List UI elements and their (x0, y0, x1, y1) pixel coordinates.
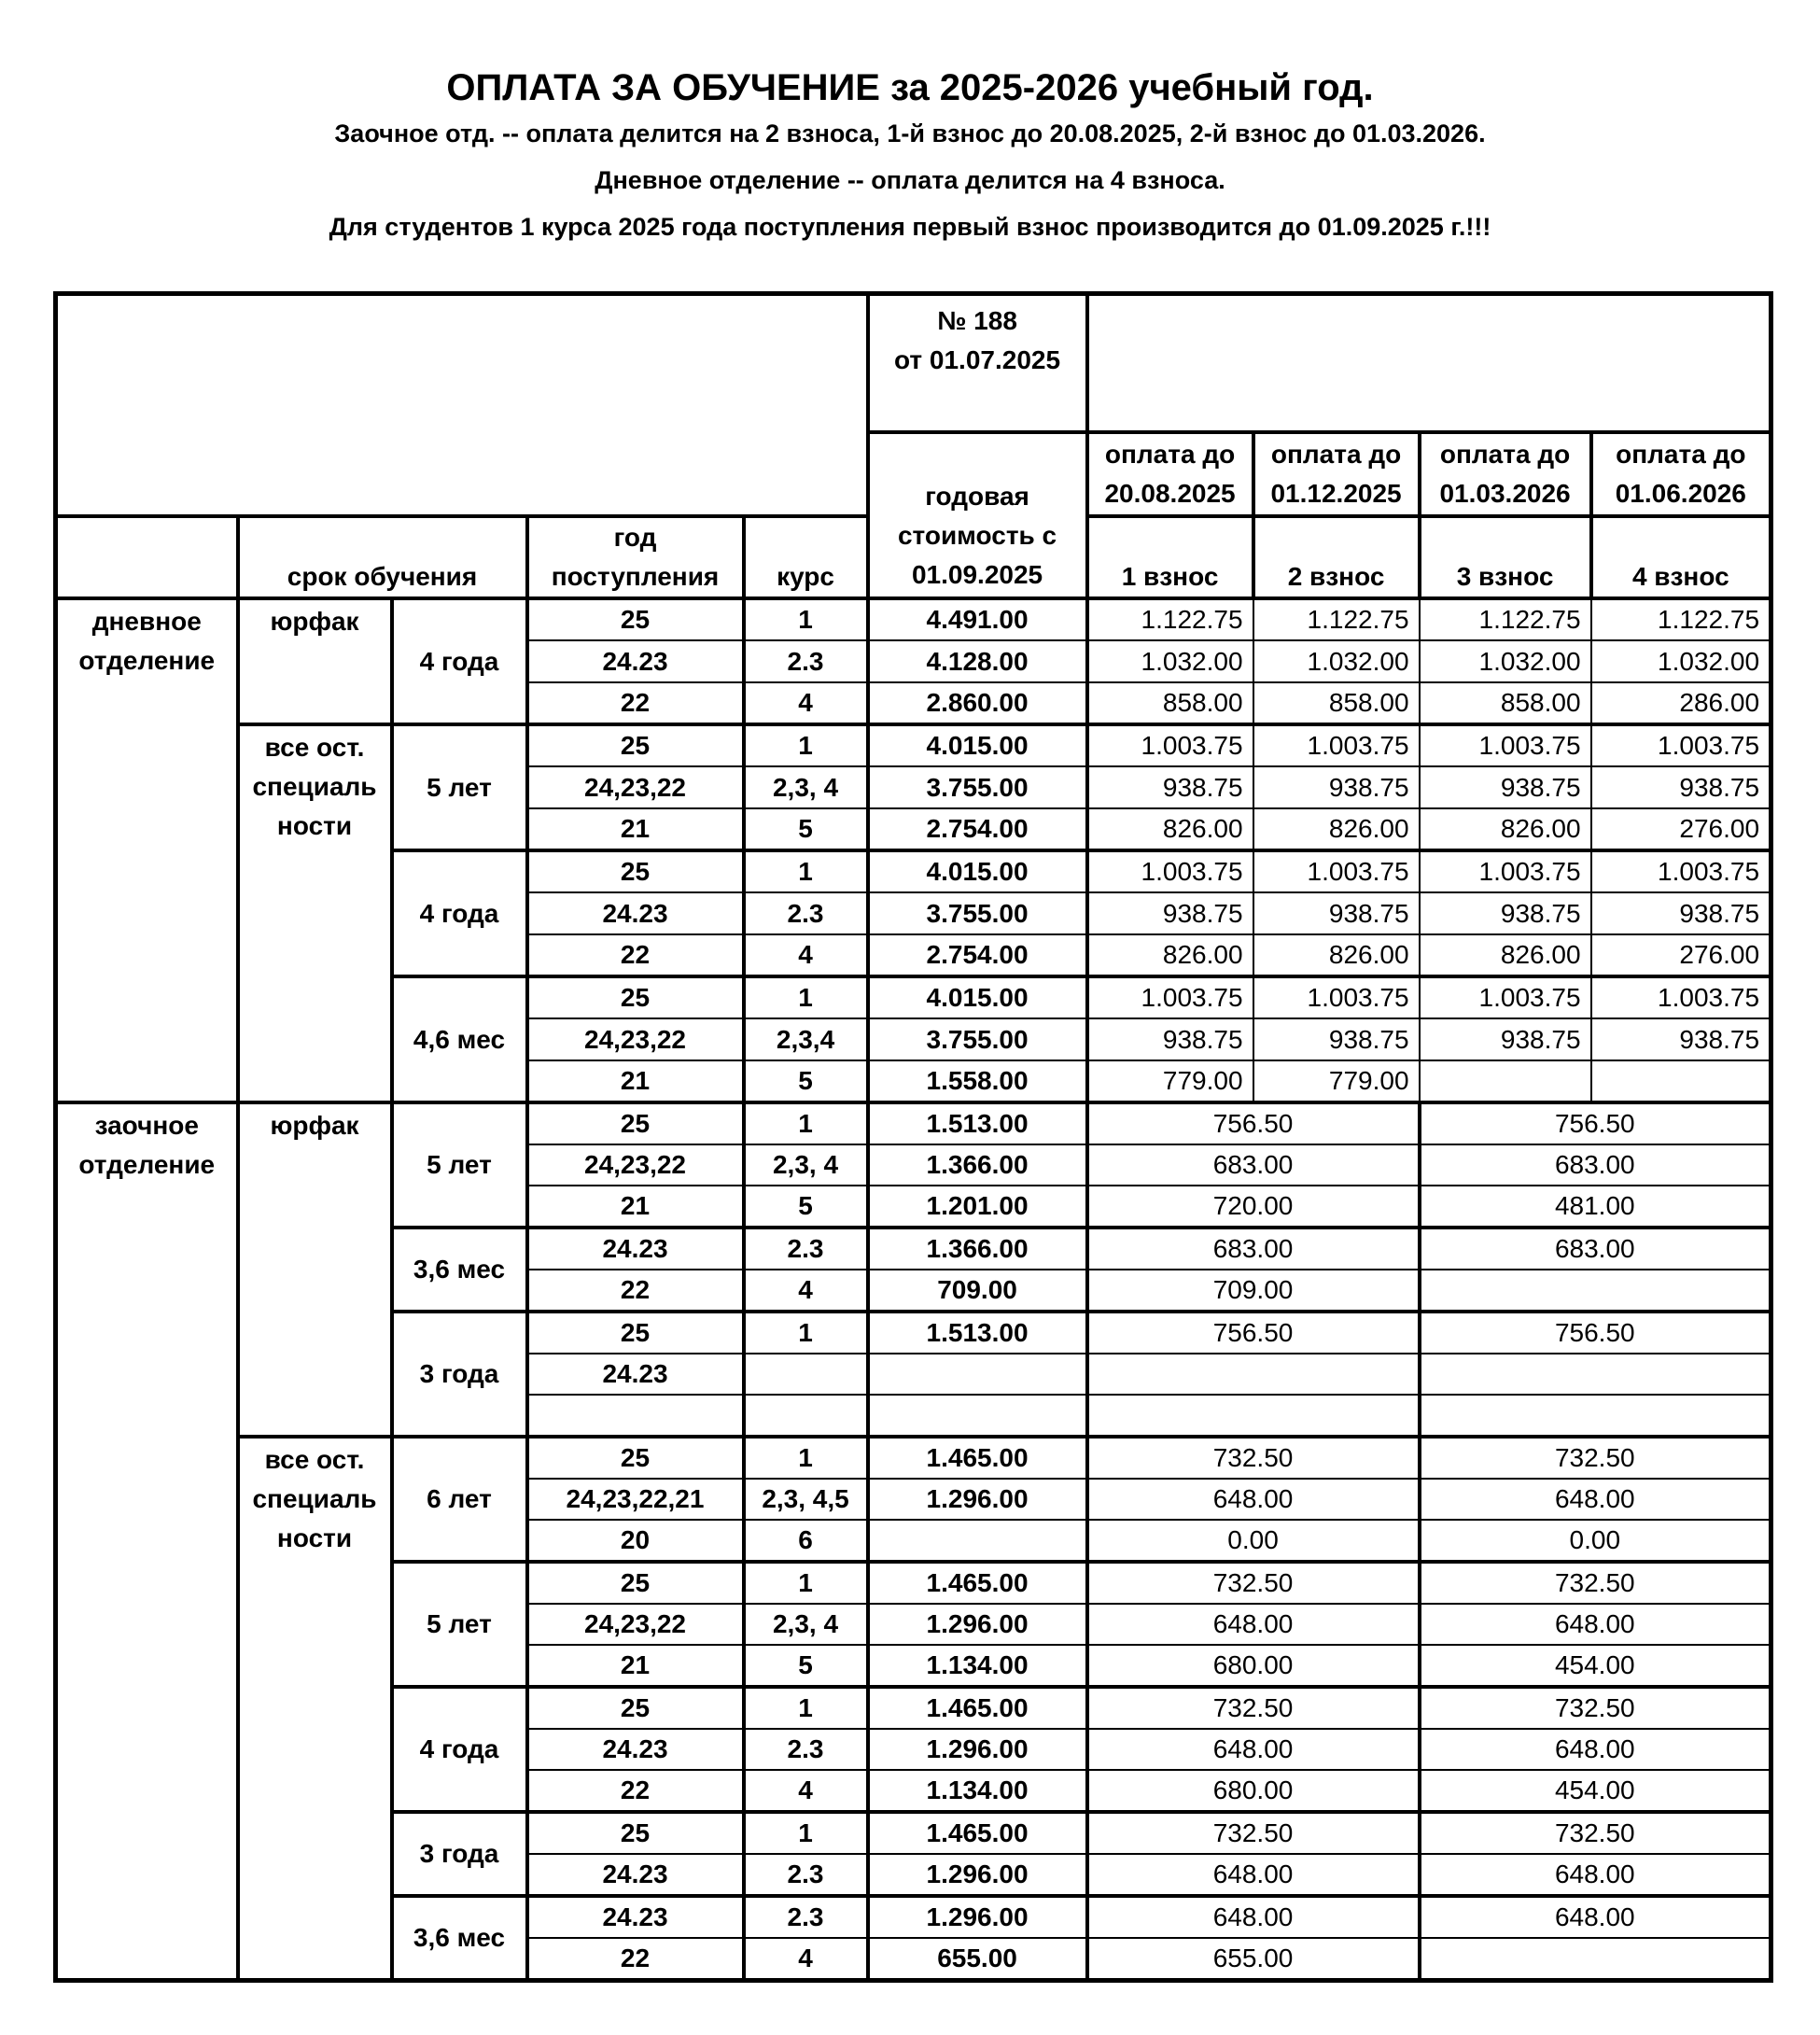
installment-1-cell: 1.122.75 (1087, 598, 1253, 640)
annual-cost-cell: 1.296.00 (868, 1896, 1087, 1938)
course-cell (744, 1395, 868, 1437)
table-row (56, 1102, 1771, 1144)
installment-2-cell: 1.003.75 (1253, 724, 1420, 766)
installment-2-cell (1420, 1354, 1771, 1395)
course-cell: 2,3, 4 (744, 1604, 868, 1645)
installment-2-cell (1420, 1938, 1771, 1981)
correspondence-department-body (56, 1102, 1771, 1981)
table-row (56, 724, 1771, 766)
installment-3-cell: 938.75 (1420, 892, 1591, 934)
annual-cost-cell: 2.754.00 (868, 808, 1087, 850)
admission-year-cell: 24.23 (527, 892, 744, 934)
order-number: № 188 (937, 306, 1017, 335)
faculty-law-corr-cell-line-1: юрфак (270, 1111, 359, 1140)
annual-cost-cell: 4.015.00 (868, 850, 1087, 892)
term-cell (392, 1102, 527, 1228)
installment-1-cell: 732.50 (1087, 1562, 1420, 1604)
course-cell: 1 (744, 1562, 868, 1604)
admission-year-cell: 25 (527, 1437, 744, 1479)
course-cell: 1 (744, 1687, 868, 1729)
day-department-body (56, 598, 1771, 1102)
installment-2-cell: 648.00 (1420, 1729, 1771, 1770)
pay-date: 01.03.2026 (1439, 479, 1571, 508)
installment-2-cell: 732.50 (1420, 1562, 1771, 1604)
installment-1-cell: 938.75 (1087, 1018, 1253, 1060)
admission-year-cell: 21 (527, 1186, 744, 1228)
term-cell-line-1: 4,6 мес (413, 1024, 506, 1054)
installment-3-cell: 858.00 (1420, 682, 1591, 724)
admission-year-cell: 25 (527, 1687, 744, 1729)
installment-2-cell: 683.00 (1420, 1228, 1771, 1270)
installment-1-cell: 648.00 (1087, 1854, 1420, 1896)
order-number-cell (868, 294, 1087, 433)
installment-1-cell: 732.50 (1087, 1812, 1420, 1854)
installment-3-cell: 1.003.75 (1420, 724, 1591, 766)
installment-4-cell: 276.00 (1591, 934, 1771, 976)
installment-3-cell: 1.003.75 (1420, 976, 1591, 1018)
installment-2-cell: 779.00 (1253, 1060, 1420, 1102)
dept-correspondence-cell (56, 1102, 238, 1981)
course-cell: 2.3 (744, 1228, 868, 1270)
installment-2-cell: 683.00 (1420, 1144, 1771, 1186)
course-cell: 5 (744, 1060, 868, 1102)
course-cell: 1 (744, 1312, 868, 1354)
dept-day-cell-line-1: дневное (91, 607, 202, 636)
annual-cost-cell: 1.465.00 (868, 1562, 1087, 1604)
term-cell-line-1: 4 года (419, 646, 499, 676)
table-row (56, 598, 1771, 640)
faculty-other-day-cell-line-3: ности (276, 811, 353, 840)
term-cell-line-1: 4 года (419, 898, 499, 928)
course-cell: 2,3,4 (744, 1018, 868, 1060)
term-cell-line-1: 3,6 мес (413, 1923, 506, 1952)
pay-date: 20.08.2025 (1104, 479, 1236, 508)
admission-year-cell: 22 (527, 1938, 744, 1981)
course-cell (744, 1354, 868, 1395)
admission-year-cell: 22 (527, 934, 744, 976)
admission-year-cell: 24,23,22 (527, 1144, 744, 1186)
dept-day-cell-line-2: отделение (78, 646, 216, 675)
annual-cost-cell: 1.296.00 (868, 1479, 1087, 1520)
course-cell: 4 (744, 682, 868, 724)
annual-cost-cell: 4.491.00 (868, 598, 1087, 640)
course-cell: 2,3, 4 (744, 1144, 868, 1186)
table-row (56, 1437, 1771, 1479)
installment-1-cell: 732.50 (1087, 1437, 1420, 1479)
installment-2-cell: 648.00 (1420, 1896, 1771, 1938)
course-cell: 2,3, 4 (744, 766, 868, 808)
installment-2-cell: 938.75 (1253, 892, 1420, 934)
installment-4-cell: 1.003.75 (1591, 850, 1771, 892)
installment-1-cell: 680.00 (1087, 1770, 1420, 1812)
installment-4-cell: 1.122.75 (1591, 598, 1771, 640)
term-cell (392, 1228, 527, 1312)
installment-3-cell: 1.122.75 (1420, 598, 1591, 640)
course-cell: 5 (744, 1186, 868, 1228)
term-cell-line-1: 5 лет (427, 1150, 492, 1179)
term-cell (392, 976, 527, 1102)
installment-1-cell: 0.00 (1087, 1520, 1420, 1562)
annual-cost-cell: 2.754.00 (868, 934, 1087, 976)
admission-year-cell: 25 (527, 1312, 744, 1354)
annual-cost-cell (868, 1520, 1087, 1562)
course-cell: 2.3 (744, 1854, 868, 1896)
installment-3-cell (1420, 1060, 1591, 1102)
dept-correspondence-cell-line-1: заочное (94, 1111, 199, 1140)
course-cell: 1 (744, 1102, 868, 1144)
installment-1-cell (1087, 1395, 1420, 1437)
installment-1-cell: 648.00 (1087, 1604, 1420, 1645)
course-cell: 1 (744, 1437, 868, 1479)
installment-2-cell (1420, 1395, 1771, 1437)
annual-cost-cell: 4.015.00 (868, 724, 1087, 766)
course-header: курс (744, 516, 868, 598)
admission-year-cell: 21 (527, 808, 744, 850)
admission-year-cell: 25 (527, 1562, 744, 1604)
installment-1-cell: 648.00 (1087, 1479, 1420, 1520)
header-dept-blank (56, 516, 238, 598)
subtitle-day-note: Дневное отделение -- оплата делится на 4 взноса. (595, 166, 1225, 194)
installment-1-cell: 938.75 (1087, 892, 1253, 934)
annual-cost-cell: 4.128.00 (868, 640, 1087, 682)
installment-1-cell: 655.00 (1087, 1938, 1420, 1981)
admission-year-cell: 24.23 (527, 1854, 744, 1896)
subtitle-correspondence-note: Заочное отд. -- оплата делится на 2 взноса, 1-й взнос до 20.08.2025, 2-й взнос до 01.03.2026. (334, 119, 1486, 147)
admission-year-cell: 25 (527, 1102, 744, 1144)
annual-cost-cell: 1.201.00 (868, 1186, 1087, 1228)
installment-4-cell: 938.75 (1591, 766, 1771, 808)
term-cell-line-1: 3,6 мес (413, 1255, 506, 1284)
installment-2-cell: 732.50 (1420, 1687, 1771, 1729)
pay-label: оплата до (1439, 440, 1571, 469)
installment-2-cell: 648.00 (1420, 1479, 1771, 1520)
admission-year-label-1: год (613, 523, 657, 552)
admission-year-cell: 21 (527, 1060, 744, 1102)
annual-cost-cell: 1.366.00 (868, 1228, 1087, 1270)
admission-year-cell: 24.23 (527, 640, 744, 682)
installment-2-cell: 732.50 (1420, 1437, 1771, 1479)
installment-2-cell: 732.50 (1420, 1812, 1771, 1854)
annual-cost-cell: 2.860.00 (868, 682, 1087, 724)
installment-4-cell: 1.032.00 (1591, 640, 1771, 682)
installment-3-cell: 938.75 (1420, 1018, 1591, 1060)
annual-cost-label-3: 01.09.2025 (911, 560, 1043, 589)
installment-1-cell: 709.00 (1087, 1270, 1420, 1312)
annual-cost-cell: 1.465.00 (868, 1437, 1087, 1479)
installment-2-cell: 648.00 (1420, 1604, 1771, 1645)
installment-2-cell: 1.003.75 (1253, 976, 1420, 1018)
annual-cost-cell: 1.366.00 (868, 1144, 1087, 1186)
installment-2-cell: 756.50 (1420, 1102, 1771, 1144)
installment-1-cell: 732.50 (1087, 1687, 1420, 1729)
pay-label: оплата до (1616, 440, 1746, 469)
installment-3-header: 3 взнос (1420, 516, 1591, 598)
installment-3-cell: 1.032.00 (1420, 640, 1591, 682)
installment-4-cell: 286.00 (1591, 682, 1771, 724)
admission-year-cell: 24.23 (527, 1729, 744, 1770)
installment-1-cell: 826.00 (1087, 808, 1253, 850)
pay-date-4-header (1591, 432, 1771, 516)
faculty-law-day-cell (238, 598, 392, 724)
annual-cost-header (868, 432, 1087, 598)
course-cell: 4 (744, 1270, 868, 1312)
installment-1-cell: 756.50 (1087, 1102, 1420, 1144)
faculty-other-day-cell-line-1: все ост. (264, 733, 365, 762)
faculty-law-corr-cell (238, 1102, 392, 1437)
admission-year-cell: 24.23 (527, 1228, 744, 1270)
admission-year-cell: 24.23 (527, 1896, 744, 1938)
faculty-other-corr-cell-line-3: ности (276, 1523, 353, 1552)
pay-date: 01.12.2025 (1270, 479, 1402, 508)
admission-year-cell (527, 1395, 744, 1437)
installment-2-cell: 938.75 (1253, 1018, 1420, 1060)
installment-1-cell: 683.00 (1087, 1144, 1420, 1186)
faculty-other-corr-cell (238, 1437, 392, 1981)
annual-cost-cell: 709.00 (868, 1270, 1087, 1312)
annual-cost-cell: 1.296.00 (868, 1604, 1087, 1645)
installment-1-cell: 858.00 (1087, 682, 1253, 724)
installment-4-cell: 276.00 (1591, 808, 1771, 850)
installment-2-cell: 858.00 (1253, 682, 1420, 724)
installment-1-cell: 1.003.75 (1087, 850, 1253, 892)
admission-year-cell: 24,23,22 (527, 766, 744, 808)
course-cell: 4 (744, 1770, 868, 1812)
installment-4-cell: 1.003.75 (1591, 724, 1771, 766)
admission-year-cell: 22 (527, 1770, 744, 1812)
installment-1-cell: 720.00 (1087, 1186, 1420, 1228)
course-cell: 2.3 (744, 892, 868, 934)
page-title: ОПЛАТА ЗА ОБУЧЕНИЕ за 2025-2026 учебный год. (446, 67, 1374, 108)
admission-year-cell: 24,23,22 (527, 1018, 744, 1060)
installment-2-cell: 1.122.75 (1253, 598, 1420, 640)
course-cell: 4 (744, 1938, 868, 1981)
installment-4-cell (1591, 1060, 1771, 1102)
course-cell: 5 (744, 808, 868, 850)
installment-1-cell: 1.032.00 (1087, 640, 1253, 682)
term-cell (392, 1562, 527, 1687)
installment-2-cell (1420, 1270, 1771, 1312)
installment-4-cell: 1.003.75 (1591, 976, 1771, 1018)
term-cell (392, 1437, 527, 1562)
annual-cost-cell: 1.465.00 (868, 1812, 1087, 1854)
pay-label: оплата до (1104, 440, 1236, 469)
annual-cost-cell: 4.015.00 (868, 976, 1087, 1018)
tuition-table (53, 291, 1773, 1983)
installment-2-cell: 454.00 (1420, 1770, 1771, 1812)
annual-cost-cell: 1.296.00 (868, 1729, 1087, 1770)
installment-2-cell: 481.00 (1420, 1186, 1771, 1228)
annual-cost-cell: 1.134.00 (868, 1770, 1087, 1812)
term-cell-line-1: 4 года (419, 1734, 499, 1763)
header-blank-cell (56, 294, 868, 517)
term-cell (392, 724, 527, 850)
annual-cost-cell: 1.558.00 (868, 1060, 1087, 1102)
admission-year-cell: 24,23,22,21 (527, 1479, 744, 1520)
faculty-other-corr-cell-line-1: все ост. (264, 1445, 365, 1474)
header-blank-right (1087, 294, 1771, 433)
course-cell: 2.3 (744, 1729, 868, 1770)
term-cell (392, 1896, 527, 1981)
faculty-other-corr-cell-line-2: специаль (252, 1484, 377, 1513)
pay-date: 01.06.2026 (1615, 479, 1746, 508)
installment-1-cell: 648.00 (1087, 1729, 1420, 1770)
annual-cost-cell: 1.296.00 (868, 1854, 1087, 1896)
annual-cost-label-1: годовая (925, 482, 1029, 511)
course-cell: 6 (744, 1520, 868, 1562)
admission-year-cell: 25 (527, 1812, 744, 1854)
annual-cost-cell: 3.755.00 (868, 766, 1087, 808)
installment-2-cell: 648.00 (1420, 1854, 1771, 1896)
course-cell: 2.3 (744, 640, 868, 682)
admission-year-cell: 20 (527, 1520, 744, 1562)
admission-year-cell: 24.23 (527, 1354, 744, 1395)
installment-2-cell: 1.032.00 (1253, 640, 1420, 682)
admission-year-cell: 25 (527, 598, 744, 640)
installment-1-cell: 680.00 (1087, 1645, 1420, 1687)
course-cell: 4 (744, 934, 868, 976)
installment-2-cell: 1.003.75 (1253, 850, 1420, 892)
pay-label: оплата до (1270, 440, 1402, 469)
dept-correspondence-cell-line-2: отделение (78, 1150, 216, 1179)
term-cell (392, 1687, 527, 1812)
installment-3-cell: 826.00 (1420, 808, 1591, 850)
admission-year-cell: 24,23,22 (527, 1604, 744, 1645)
order-date: от 01.07.2025 (894, 345, 1061, 374)
installment-4-cell: 938.75 (1591, 892, 1771, 934)
admission-year-cell: 25 (527, 850, 744, 892)
faculty-other-day-cell-line-2: специаль (252, 772, 377, 801)
installment-4-cell: 938.75 (1591, 1018, 1771, 1060)
subtitle-first-year-note: Для студентов 1 курса 2025 года поступления первый взнос производится до 01.09.2025 г.!!! (329, 213, 1491, 241)
pay-date-3-header (1420, 432, 1591, 516)
installment-2-cell: 454.00 (1420, 1645, 1771, 1687)
installment-1-cell: 756.50 (1087, 1312, 1420, 1354)
term-cell (392, 1312, 527, 1437)
term-cell (392, 598, 527, 724)
admission-year-cell: 25 (527, 724, 744, 766)
installment-1-cell: 1.003.75 (1087, 976, 1253, 1018)
installment-1-cell: 648.00 (1087, 1896, 1420, 1938)
course-cell: 2.3 (744, 1896, 868, 1938)
term-cell-line-1: 6 лет (427, 1484, 492, 1513)
dept-day-cell (56, 598, 238, 1102)
installment-2-cell: 826.00 (1253, 808, 1420, 850)
installment-3-cell: 826.00 (1420, 934, 1591, 976)
installment-1-cell (1087, 1354, 1420, 1395)
faculty-other-day-cell (238, 724, 392, 1102)
term-header: срок обучения (238, 516, 527, 598)
installment-3-cell: 1.003.75 (1420, 850, 1591, 892)
annual-cost-cell: 655.00 (868, 1938, 1087, 1981)
annual-cost-cell: 1.513.00 (868, 1312, 1087, 1354)
annual-cost-cell: 1.134.00 (868, 1645, 1087, 1687)
term-cell (392, 1812, 527, 1896)
annual-cost-cell: 1.465.00 (868, 1687, 1087, 1729)
table-header (56, 294, 1771, 599)
admission-year-cell: 22 (527, 682, 744, 724)
admission-year-cell: 25 (527, 976, 744, 1018)
installment-2-cell: 756.50 (1420, 1312, 1771, 1354)
annual-cost-cell: 1.513.00 (868, 1102, 1087, 1144)
installment-1-header: 1 взнос (1087, 516, 1253, 598)
course-cell: 5 (744, 1645, 868, 1687)
installment-2-header: 2 взнос (1253, 516, 1420, 598)
installment-3-cell: 938.75 (1420, 766, 1591, 808)
installment-2-cell: 938.75 (1253, 766, 1420, 808)
installment-1-cell: 826.00 (1087, 934, 1253, 976)
course-cell: 1 (744, 976, 868, 1018)
annual-cost-cell: 3.755.00 (868, 892, 1087, 934)
faculty-law-day-cell-line-1: юрфак (270, 607, 359, 636)
pay-date-2-header (1253, 432, 1420, 516)
installment-1-cell: 1.003.75 (1087, 724, 1253, 766)
installment-1-cell: 683.00 (1087, 1228, 1420, 1270)
installment-2-cell: 0.00 (1420, 1520, 1771, 1562)
annual-cost-cell (868, 1354, 1087, 1395)
term-cell (392, 850, 527, 976)
course-cell: 2,3, 4,5 (744, 1479, 868, 1520)
admission-year-label-2: поступления (551, 562, 720, 591)
course-cell: 1 (744, 724, 868, 766)
pay-date-1-header (1087, 432, 1253, 516)
installment-4-header: 4 взнос (1591, 516, 1771, 598)
annual-cost-label-2: стоимость с (897, 521, 1057, 550)
course-cell: 1 (744, 598, 868, 640)
admission-year-cell: 22 (527, 1270, 744, 1312)
course-cell: 1 (744, 1812, 868, 1854)
term-cell-line-1: 3 года (419, 1839, 499, 1868)
term-cell-line-1: 5 лет (427, 772, 492, 802)
term-cell-line-1: 5 лет (427, 1609, 492, 1638)
installment-2-cell: 826.00 (1253, 934, 1420, 976)
course-cell: 1 (744, 850, 868, 892)
annual-cost-cell: 3.755.00 (868, 1018, 1087, 1060)
term-cell-line-1: 3 года (419, 1359, 499, 1388)
annual-cost-cell (868, 1395, 1087, 1437)
installment-1-cell: 779.00 (1087, 1060, 1253, 1102)
installment-1-cell: 938.75 (1087, 766, 1253, 808)
admission-year-cell: 21 (527, 1645, 744, 1687)
admission-year-header (527, 516, 744, 598)
